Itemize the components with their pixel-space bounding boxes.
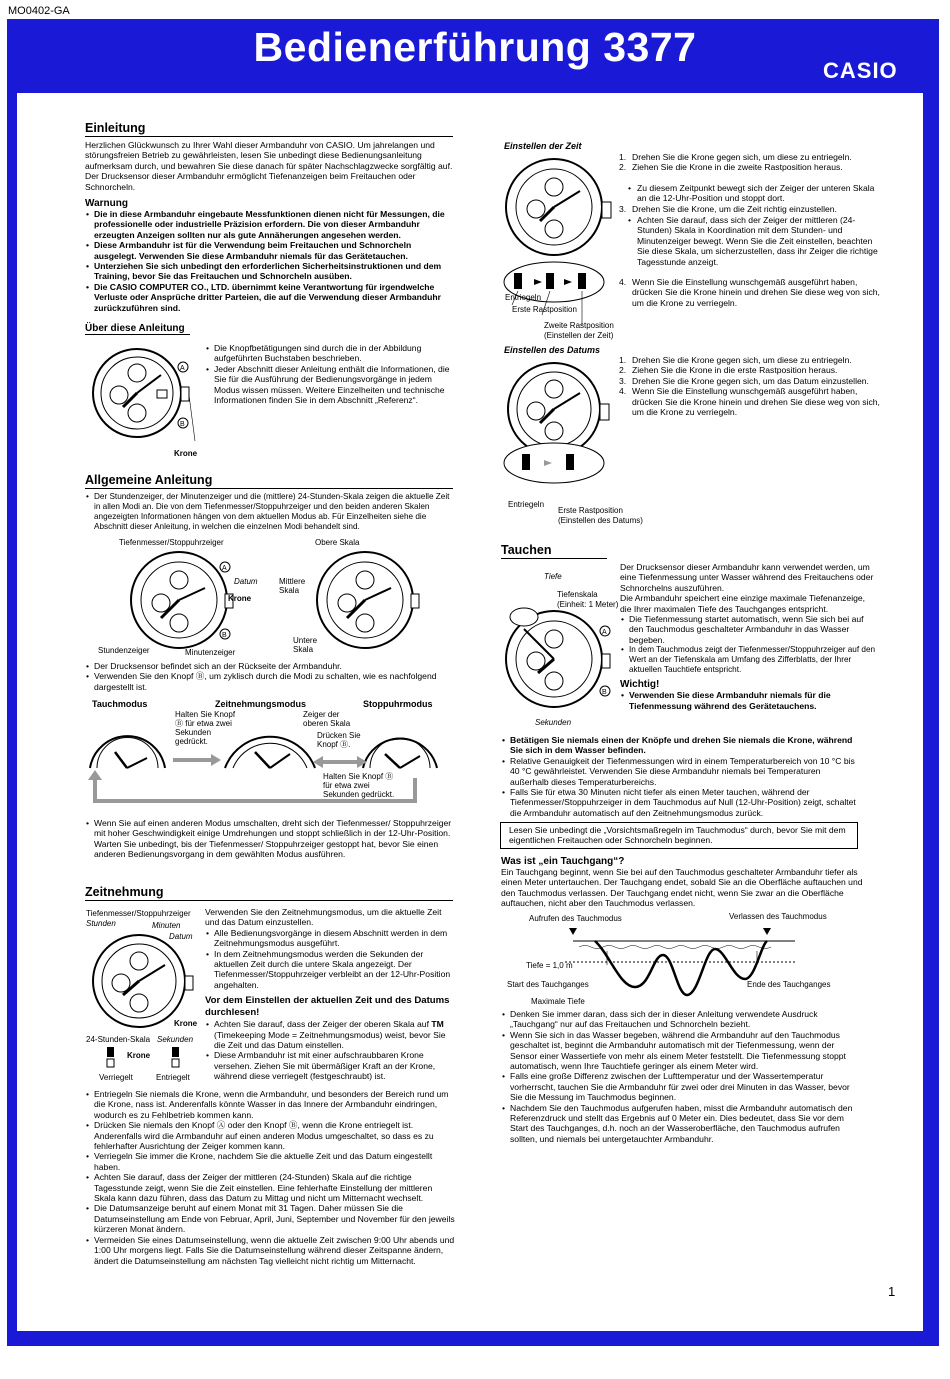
dv-paragraph-2: Die Armbanduhr speichert eine einzige maximale Tiefenanzeige, die Ihrer maximalen Tiefe des Tauchganges entspricht. xyxy=(620,593,866,614)
crown-label-2: Krone xyxy=(228,594,252,603)
dv-item: • Wenn Sie sich in das Wasser begeben, während die Armbanduhr auf den Tauchmodus geschaltet ist, beginnt die Armbanduhr automatisch mit der Tiefenmessung, wenn der Sensor einer Wassertiefe von mehr als einem Meter feststellt. Die Tiefenmessung stoppt automatisch, wenn Ihre Tauchtiefe geringer als einem Meter wird. xyxy=(501,1030,863,1072)
sd-step: 2. Ziehen Sie die Krone in die erste Rastposition heraus. xyxy=(618,365,880,375)
tk-paragraph: Verwenden Sie den Zeitnehmungsmodus, um die aktuelle Zeit und das Datum einzustellen. xyxy=(205,907,442,928)
st-sub-item: • Zu diesem Zeitpunkt bewegt sich der Zeiger der unteren Skala an die 12-Uhr-Position und stoppt dort. xyxy=(618,183,880,204)
svg-text:B: B xyxy=(180,421,185,428)
casio-logo: CASIO xyxy=(823,58,898,83)
set-date-steps xyxy=(618,355,880,417)
general-item: • Verwenden Sie den Knopf Ⓑ, um zyklisch durch die Modi zu schalten, wie es nachfolgend dargestellt ist. xyxy=(85,671,453,692)
tk-crown-label-2: Krone xyxy=(127,1051,151,1060)
st-step: 1. Drehen Sie die Krone gegen sich, um diese zu entriegeln. xyxy=(618,152,880,162)
content-area xyxy=(17,93,923,1331)
sd-first-position-sub: (Einstellen des Datums) xyxy=(558,516,643,525)
crown-lock-icon xyxy=(107,1045,187,1073)
svg-text:B: B xyxy=(602,689,607,696)
tk-date-label: Datum xyxy=(169,932,193,941)
tk-caution-item: • Achten Sie darauf, dass der Zeiger der mittleren (24-Stunden) Skala auf die richtige Tagesstunde zeigt, wenn Sie die Zeit einstellen. Eine fehlerhafte Einstellung der mittleren Skala kann dazu führen, dass das Datum zu Mittag und nicht um Mitternacht wechselt. xyxy=(85,1172,455,1203)
tk-sub-item: • Achten Sie darauf, dass der Zeiger der oberen Skala auf TM (Timekeeping Mode = Zeitnehmungsmodus) weist, bevor Sie die Zeit und das Datum einstellen. xyxy=(205,1019,455,1050)
st-step: 3. Drehen Sie die Krone, um die Zeit richtig einzustellen. xyxy=(618,204,880,214)
tk-subheading: Vor dem Einstellen der aktuellen Zeit und des Datums durchlesen! xyxy=(205,995,450,1019)
intro-paragraph-2: Der Drucksensor dieser Armbanduhr ermöglicht Tiefenanzeigen beim Freitauchen oder Schnorcheln. xyxy=(85,171,416,192)
set-date-illustration xyxy=(502,359,627,504)
diving-heading: Tauchen xyxy=(501,543,552,557)
tk-caution-item: • Entriegeln Sie niemals die Krone, wenn die Armbanduhr, und besonders der Bereich rund um die Krone, nass ist. Anderenfalls könnte Wasser in das Innere der Armbanduhr eindringen, wodurch es zu Fehlbetrieb kommen kann. xyxy=(85,1089,455,1120)
depth-stop-label: Tiefenmesser/Stoppuhrzeiger xyxy=(119,538,224,547)
general-list-2 xyxy=(85,661,453,692)
dv-list-3 xyxy=(501,1009,863,1144)
dv-what-paragraph: Ein Tauchgang beginnt, wenn Sie bei auf den Tauchmodus geschalteter Armbanduhr tiefer als einen Meter untertauchen. Der Tauchgang endet, sobald Sie an die Oberfläche auftauchen und den Tauchmodus verlassen. Der Tauchgang endet nicht, wenn Sie zwar an die Oberfläche auftauchen, nicht aber den Tauchmodus verlassen. xyxy=(501,867,863,909)
middle-scale-label: Mittlere Skala xyxy=(279,577,306,595)
hour-hand-label: Stundenzeiger xyxy=(98,646,150,655)
about-item: • Die Knopfbetätigungen sind durch die in der Abbildung aufgeführten Buchstaben beschrieben. xyxy=(205,343,453,364)
tk-sub-list xyxy=(205,1019,455,1081)
dg-start-label: Start des Tauchganges xyxy=(507,980,589,989)
tk-caution-item: • Die Datumsanzeige beruht auf einem Monat mit 31 Tagen. Daher müssen Sie die Datumseinstellung am Ende von Februar, April, Juni, September und November für den jeweils kürzeren Monat ändern. xyxy=(85,1203,455,1234)
page-title: Bedienerführung 3377 xyxy=(253,24,697,70)
dv-list xyxy=(620,614,878,675)
tk-list xyxy=(205,928,455,990)
warning-item: • Unterziehen Sie sich unbedingt den erforderlichen Sicherheitsinstruktionen und dem Training, bevor Sie das Freitauchen und Schnorcheln ausüben. xyxy=(85,261,453,282)
tk-locked-label: Verriegelt xyxy=(99,1073,133,1082)
st-unlock-label: Entriegeln xyxy=(505,293,542,302)
dv-what-heading: Was ist „ein Tauchgang“? xyxy=(501,856,625,867)
dv-scale-unit: (Einheit: 1 Meter) xyxy=(557,600,619,609)
crown-label: Krone xyxy=(174,449,198,458)
tk-caution-item: • Verriegeln Sie immer die Krone, nachdem Sie die aktuelle Zeit und das Datum eingestellt haben. xyxy=(85,1151,455,1172)
tk-seconds-label: Sekunden xyxy=(157,1035,194,1044)
minute-hand-label: Minutenzeiger xyxy=(185,648,236,657)
upper-pointer-note: Zeiger der oberen Skala xyxy=(303,710,351,728)
svg-text:B: B xyxy=(222,632,227,639)
dv-item: • In dem Tauchmodus zeigt der Tiefenmesser/Stoppuhrzeiger auf den Wert an der Tiefenskala am Umfang des Zifferblatts, der Ihrer aktuellen Tauchtiefe entspricht. xyxy=(620,645,878,675)
tk-caution-item: • Drücken Sie niemals den Knopf Ⓐ oder den Knopf Ⓑ, wenn die Krone entriegelt ist. Anderenfalls wird die Armbanduhr auf einen anderen Modus umgeschaltet, so dass es zu fehlerhafter Ausrichtung der Zeiger kommen kann. xyxy=(85,1120,455,1151)
dv-scale-label: Tiefenskala xyxy=(557,590,598,599)
general-list xyxy=(85,492,453,532)
document-code: MO0402-GA xyxy=(8,5,70,17)
svg-text:A: A xyxy=(602,629,607,636)
tk-item: • In dem Zeitnehmungsmodus werden die Sekunden der aktuellen Zeit durch die untere Skala angezeigt. Der Tiefenmesser/Stoppuhrzeiger verbleibt an der 12-Uhr-Position angehalten. xyxy=(205,949,455,991)
dv-list-2 xyxy=(501,735,861,818)
general-list-3 xyxy=(85,818,453,860)
intro-paragraph: Herzlichen Glückwunsch zu Ihrer Wahl dieser Armbanduhr von CASIO. Um jahrelangen und störungsfreien Betrieb zu gewährleisten, lesen Sie unbedingt diese Bedienungsanleitung aufmerksam durch, und bewahren Sie diese danach für später Nachschlagzwecke sorgfältig auf. xyxy=(85,140,453,171)
general-item: • Der Drucksensor befindet sich an der Rückseite der Armbanduhr. xyxy=(85,661,453,671)
tk-caution-item: • Vermeiden Sie eines Datumseinstellung, wenn die aktuelle Zeit zwischen 9:00 Uhr abends und 1:00 Uhr morgens liegt. Falls Sie die Datumseinstellung während dieser Zeitspanne ändern, ändert die Datumseinstellung am nächsten Tag vielleicht nicht richtig um Mitternacht. xyxy=(85,1235,455,1266)
dv-depth-label: Tiefe xyxy=(544,572,562,581)
lower-scale-label: Untere Skala xyxy=(293,636,318,654)
diving-section xyxy=(501,543,607,559)
general-item: • Der Stundenzeiger, der Minutenzeiger und die (mittlere) 24-Stunden-Skala zeigen die aktuelle Zeit in allen Modi an. Die von dem Tiefenmesser/Stoppuhrzeiger und den beiden anderen Skalen angezeigten Informationen hängen von dem aktuellen Modus ab. Für Einzelheiten siehe die Abschnitt dieser Anleitung, in welchen die einzelnen Modi behandelt sind. xyxy=(85,492,453,532)
st-step: 4. Wenn Sie die Einstellung wunschgemäß ausgeführt haben, drücken Sie die Krone hinein und drehen Sie diese weg von sich, um die Krone zu verriegeln. xyxy=(618,277,880,308)
about-item: • Jeder Abschnitt dieser Anleitung enthält die Informationen, die Sie für die Ausführung der Bedienungsvorgänge in jedem Modus wissen müssen. Weitere Einzelheiten und technische Informationen finden Sie in dem Abschnitt „Referenz“. xyxy=(205,364,453,406)
about-heading: Über diese Anleitung xyxy=(85,323,185,335)
tk-caution-list xyxy=(85,1089,455,1266)
stopwatch-mode-label: Stoppuhrmodus xyxy=(363,699,433,709)
upper-scale-label: Obere Skala xyxy=(315,538,360,547)
sd-first-position-label: Erste Rastposition xyxy=(558,506,623,515)
dive-mode-label: Tauchmodus xyxy=(92,699,148,709)
sd-step: 1. Drehen Sie die Krone gegen sich, um diese zu entriegeln. xyxy=(618,355,880,365)
date-label: Datum xyxy=(234,577,258,586)
dv-notice-box: Lesen Sie unbedingt die „Vorsichtsmaßregeln im Tauchmodus“ durch, bevor Sie mit dem eigentlichen Freitauchen oder Schnorcheln beginnen. xyxy=(500,822,858,849)
set-time-illustration xyxy=(502,155,627,330)
dv-item: • Die Tiefenmessung startet automatisch, wenn Sie sich bei auf den Tauchmodus geschalteter Armbanduhr in das Wasser begeben. xyxy=(620,614,878,645)
dv-item: • Denken Sie immer daran, dass sich der in dieser Anleitung verwendete Ausdruck „Tauchgang“ nur auf das Freitauchen und Schnorcheln bezieht. xyxy=(501,1009,863,1030)
dv-item: • Betätigen Sie niemals einen der Knöpfe und drehen Sie niemals die Krone, während Sie sich in dem Wasser befinden. xyxy=(501,735,861,756)
dv-paragraph: Der Drucksensor dieser Armbanduhr kann verwendet werden, um eine Tiefenmessung unter Wasser während des Freitauchens oder Schnorchelns auszuführen. xyxy=(620,562,874,593)
page-number: 1 xyxy=(888,1284,896,1299)
timekeeping-heading: Zeitnehmung xyxy=(85,885,453,901)
tk-24h-scale-label: 24-Stunden-Skala xyxy=(86,1035,151,1044)
svg-text:A: A xyxy=(180,365,185,372)
set-time-sub xyxy=(618,183,880,204)
set-time-steps xyxy=(618,152,880,173)
set-time-heading: Einstellen der Zeit xyxy=(504,141,582,151)
watch-illustration xyxy=(85,345,205,455)
about-list xyxy=(205,343,453,405)
timekeeping-section xyxy=(85,885,453,901)
intro-section xyxy=(85,121,453,335)
mode-cycle-diagram xyxy=(85,708,460,808)
general-section xyxy=(85,473,453,532)
warning-heading: Warnung xyxy=(85,198,128,210)
dv-seconds-label: Sekunden xyxy=(535,718,572,727)
press-b-note: Drücken Sie Knopf Ⓑ. xyxy=(317,731,361,749)
dv-item: • Falls eine große Differenz zwischen der Lufttemperatur und der Wassertemperatur vorherrscht, tauchen Sie die Armbanduhr für zwei oder drei Minuten in das Wasser, bevor Sie die Messung im Tauchmodus beginnen. xyxy=(501,1071,863,1102)
timekeeping-text xyxy=(205,907,455,1082)
dv-important-list xyxy=(620,690,878,711)
st-step: 2. Ziehen Sie die Krone in die zweite Rastposition heraus. xyxy=(618,162,880,172)
dg-max-label: Maximale Tiefe xyxy=(531,997,585,1006)
set-date-heading: Einstellen des Datums xyxy=(504,345,601,355)
hold-b-note-2: Halten Sie Knopf Ⓑ für etwa zwei Sekunden gedrückt. xyxy=(323,772,395,799)
st-sub-item: • Achten Sie darauf, dass sich der Zeiger der mittleren (24-Stunden) Skala in Koordination mit dem Stunden- und Minutenzeiger bewegt. Wenn Sie die Zeit einstellen, beachten Sie diese Skala, um sicherzustellen, dass ihr Zeiger die richtige Tagesstunde anzeigt. xyxy=(618,215,880,267)
dive-profile-diagram xyxy=(565,925,835,1005)
tk-item: • Alle Bedienungsvorgänge in diesem Abschnitt werden in dem Zeitnehmungsmodus ausgeführt. xyxy=(205,928,455,949)
set-time-steps-2 xyxy=(618,204,880,214)
tk-crown-label: Krone xyxy=(174,1019,198,1028)
tk-hours-label: Stunden xyxy=(86,919,116,928)
sd-step: 4. Wenn Sie die Einstellung wunschgemäß ausgeführt haben, drücken Sie die Krone hinein und drehen Sie diese weg von sich, um die Krone zu verriegeln. xyxy=(618,386,880,417)
dg-enter-label: Aufrufen des Tauchmodus xyxy=(529,914,622,923)
set-time-sub-2 xyxy=(618,215,880,267)
st-first-position-label: Erste Rastposition xyxy=(512,305,577,314)
intro-heading: Einleitung xyxy=(85,121,453,137)
dive-definition xyxy=(501,856,863,909)
set-time-steps-3 xyxy=(618,277,880,308)
dv-item: • Nachdem Sie den Tauchmodus aufgerufen haben, misst die Armbanduhr automatisch den Referenzdruck und stellt das Ergebnis auf 0 Meter ein. Dies bedeutet, dass Sie vor dem Start des Tauchganges, d.h. noch an der Wasseroberfläche, den Tauchmodus aufrufen sollten, und niemals bei untergetauchter Armbanduhr. xyxy=(501,1103,863,1145)
general-watch-diagrams xyxy=(117,548,457,658)
dv-important-item: • Verwenden Sie diese Armbanduhr niemals für die Tiefenmessung während des Gerätetauchens. xyxy=(620,690,878,711)
st-second-position-sub: (Einstellen der Zeit) xyxy=(544,331,614,340)
dg-end-label: Ende des Tauchganges xyxy=(747,980,831,989)
tk-unlocked-label: Entriegelt xyxy=(156,1073,190,1082)
dv-item: • Relative Genauigkeit der Tiefenmessungen wird in einem Temperaturbereich von 10 °C bis 40 °C gewährleistet. Verwenden Sie diese Armbanduhr niemals bei Temperaturen außerhalb dieses Temperaturbereichs. xyxy=(501,756,861,787)
tk-minutes-label: Minuten xyxy=(152,921,181,930)
dg-leave-label: Verlassen des Tauchmodus xyxy=(729,912,827,921)
warning-list xyxy=(85,209,453,313)
timekeeping-mode-label: Zeitnehmungsmodus xyxy=(215,699,307,709)
st-second-position-label: Zweite Rastposition xyxy=(544,321,614,330)
tk-sub-item: • Diese Armbanduhr ist mit einer aufschraubbaren Krone versehen. Ziehen Sie mit übermäßiger Kraft an der Krone, während diese verriegelt (festgeschraubt) ist. xyxy=(205,1050,455,1081)
hold-b-note: Halten Sie Knopf Ⓑ für etwa zwei Sekunden gedrückt. xyxy=(175,710,236,746)
general-heading: Allgemeine Anleitung xyxy=(85,473,453,489)
diving-text xyxy=(620,562,878,711)
sd-step: 3. Drehen Sie die Krone gegen sich, um das Datum einzustellen. xyxy=(618,376,880,386)
dg-depth-label: Tiefe = 1,0 m xyxy=(526,961,573,970)
sd-unlock-label: Entriegeln xyxy=(508,500,545,509)
dv-important-heading: Wichtig! xyxy=(620,679,660,691)
diving-watch xyxy=(502,603,627,718)
dv-item: • Falls Sie für etwa 30 Minuten nicht tiefer als einen Meter tauchen, während der Tiefenmesser/Stoppuhrzeiger in dem Tauchmodus auf Null (12-Uhr-Position) zeigt, schaltet die Armbanduhr automatisch auf den Zeitnehmungsmodus zurück. xyxy=(501,787,861,818)
warning-item: • Diese Armbanduhr ist für die Verwendung beim Freitauchen und Schnorcheln ausgelegt. Verwenden Sie diese Armbanduhr niemals für das Gerätetauchen. xyxy=(85,240,453,261)
tk-depth-stop-label: Tiefenmesser/Stoppuhrzeiger xyxy=(86,909,191,918)
general-item: • Wenn Sie auf einen anderen Modus umschalten, dreht sich der Tiefenmesser/ Stoppuhrzeiger mit hoher Geschwindigkeit einige Umdrehungen und stoppt schließlich in der 12-Uhr-Position. Warten Sie unbedingt, bis der Tiefenmesser/ Stoppuhrzeiger gestoppt hat, bevor Sie einen anderen Bedienungsvorgang in dem gewählten Modus ausführen. xyxy=(85,818,453,860)
warning-item: • Die CASIO COMPUTER CO., LTD. übernimmt keine Verantwortung für irgendwelche Verluste oder Ansprüche dritter Parteien, die auf die Verwendung dieser Armbanduhr zurückzuführen sind. xyxy=(85,282,453,313)
warning-item: • Die in diese Armbanduhr eingebaute Messfunktionen dienen nicht für Messungen, die professionelle oder industrielle Präzision erfordern. Die von dieser Armbanduhr erzeugten Anzeigen sollten nur als gute Annäherungen angesehen werden. xyxy=(85,209,453,240)
svg-text:A: A xyxy=(222,565,227,572)
